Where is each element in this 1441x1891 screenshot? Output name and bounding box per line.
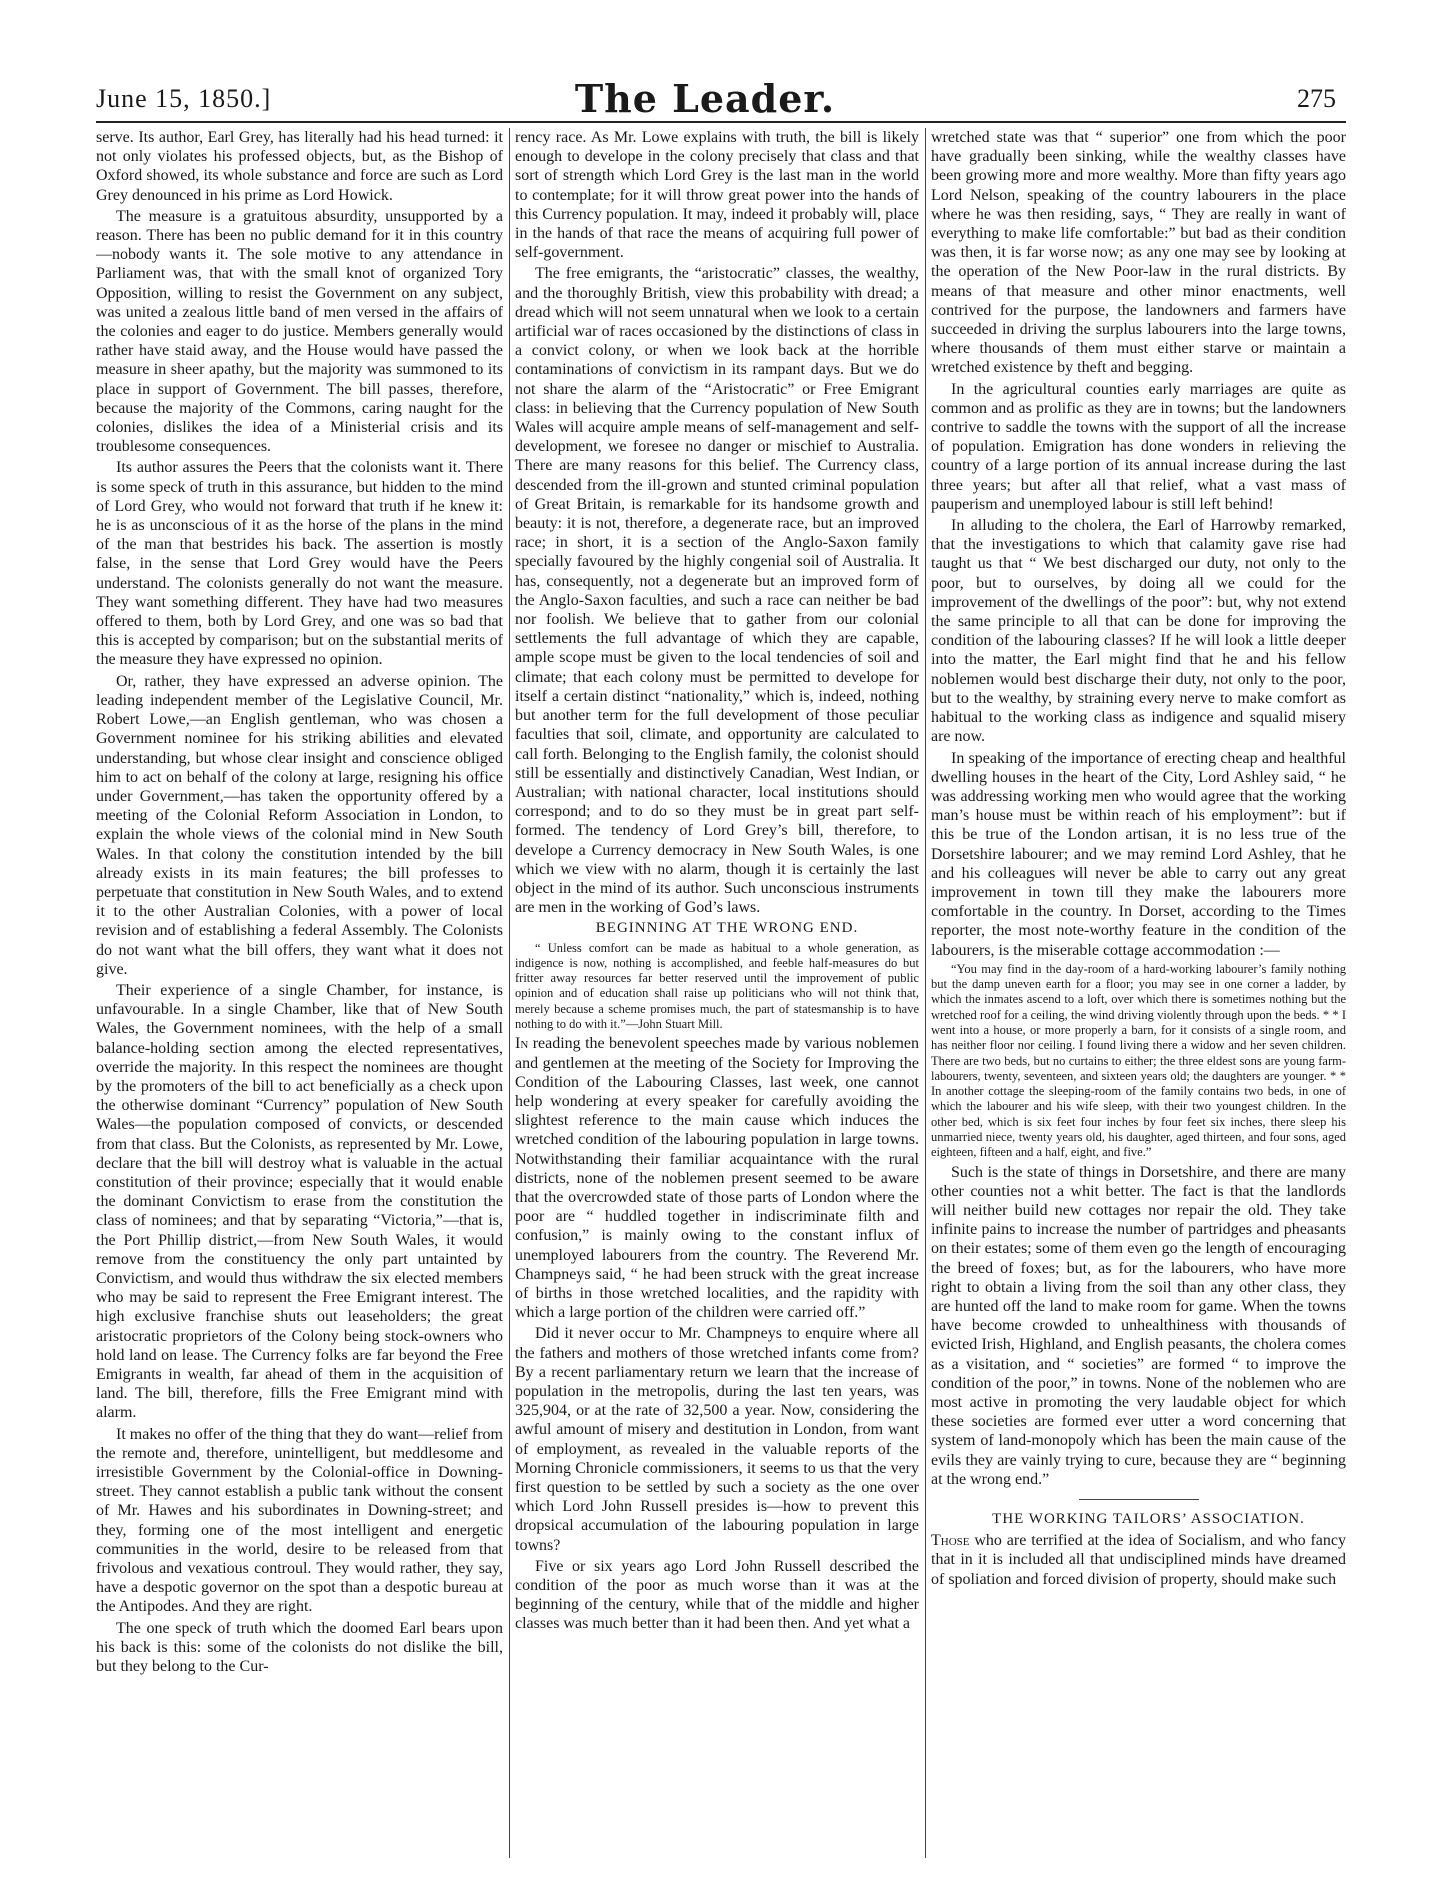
paragraph: Their experience of a single Chamber, for instance, is unfavourable. In a single Chamber, like that of New South Wales, the Government nominees, with the help of a small balance-holding section among the elected representatives, override the majority. In this respect the nominees are thought by the promoters of the bill to act beneficially as a check upon the otherwise dominant “Currency” population of New South Wales—the population composed of convicts, or descended from that class. But the Colonists, as represented by Mr. Lowe, declare that the bill will destroy what is valuable in the actual constitution of their province; especially that it would enable the dominant Convictism to erase from the constitution the class of nominees; and that by separating “Victoria,”—that is, the Port Phillip district,—from New South Wales, it would remove from the constituency the only part untainted by Convictism, and would thus withdraw the six elected members who may be said to represent the Free Emigrant interest. The high exclusive franchise shuts out leaseholders; the great aristocratic proprietors of the Colony being stock-owners who hold land on lease. The Currency folks are far beyond the Free Emigrants in wealth, far ahead of them in the acquisition of land. The bill, therefore, fills the Free Emigrant mind with alarm. [96,981,503,1422]
paragraph: Its author assures the Peers that the colonists want it. There is some speck of truth in this assurance, but hidden to the mind of Lord Grey, who would not forward that truth if he knew it: he is as unconscious of it as the horse of the plans in the mind of the man that bestrides his back. The assertion is mostly false, in the sense that Lord Grey would have the Peers understand. The colonists generally do not want the measure. They want something different. They have had two measures offered to them, both by Lord Grey, and one was so bad that this is accepted by comparison; but on the substantial merits of the measure they have expressed no opinion. [96,459,503,669]
paragraph: Five or six years ago Lord John Russell described the condition of the poor as much worse than it was at the beginning of the century, while that of the middle and higher classes was much better than it had been then. And yet what a [515,1557,919,1633]
paragraph [515,1034,919,1322]
header-rule [96,121,1346,123]
column-2 [515,128,919,1858]
paragraph: wretched state was that “ superior” one from which the poor have gradually been sinking, while the wealthy classes have been growing more and more wealthy. More than fifty years ago Lord Nelson, speaking of the country labourers in the place where he was then residing, says, “ They are really in want of everything to make life comfortable:” but bad as their condition was then, it is far worse now; as any one may see by looking at the operation of the New Poor-law in the rural districts. By means of that measure and other minor enactments, well contrived for the purpose, the landowners and farmers have succeeded in driving the surplus labourers into the large towns, where thousands of them must either starve or maintain a wretched existence by theft and begging. [931,129,1346,377]
paragraph-text: who are terrified at the idea of Socialism, and who fancy that in it is included all that undisciplined minds have dreamed of spoliation and forced division of property, should make such [931,1532,1346,1588]
paragraph: The measure is a gratuitous absurdity, unsupported by a reason. There has been no public demand for it in this country—nobody wants it. The sole motive to any attendance in Parliament was, that with the small knot of organized Tory Opposition, willing to resist the Government on any subject, was united a zealous little band of men versed in the affairs of the colonies and eager to do justice. Members generally would rather have staid away, and the House would have passed the measure in sheer apathy, but the majority was summoned to its place in support of Government. The bill passes, therefore, because the majority of the Commons, caring naught for the colonies, dislikes the idea of a Ministerial crisis and its troublesome consequences. [96,207,503,456]
column-divider-2 [925,128,926,1858]
column-1 [96,128,503,1858]
section-title-wrong-end: BEGINNING AT THE WRONG END. [595,920,859,937]
paragraph: serve. Its author, Earl Grey, has literally had his head turned: it not only violates his professed objects, but, as the Bishop of Oxford showed, its whole substance and force are such as Lord Grey denounced in his prime as Lord Howick. [96,129,503,204]
paragraph: Or, rather, they have expressed an adverse opinion. The leading independent member of the Legislative Council, Mr. Robert Lowe,—an English gentleman, who was chosen a Government nominee for his striking abilities and elevated understanding, but whose clear insight and conscience obliged him to act on behalf of the colony at large, resigning his office under Government,—has taken the opportunity offered by a meeting of the Colonial Reform Association in London, to explain the whole views of the colonial mind in New South Wales. In that colony the constitution intended by the bill already exists in its main features; the bill professes to perpetuate that constitution in New South Wales, and to extend it to the other Australian Colonies, with a power of local revision and of establishing a federal Assembly. The Colonists do not want what the bill offers, they want what it does not give. [96,672,503,978]
column-divider-1 [509,128,510,1858]
page-number: 275 [1297,84,1336,113]
paragraph-text: reading the benevolent speeches made by various noblemen and gentlemen at the meeting of the Society for Improving the Condition of the Labouring Classes, last week, one cannot help wondering at every speaker for carefully avoiding the slightest reference to the main cause which induces the wretched condition of the labouring population in large towns. Notwithstanding their familiar acquaintance with the rural districts, none of the noblemen present seemed to be aware that the overcrowded state of those parts of London where the poor are “ huddled together in indiscriminate filth and confusion,” is mainly owing to the constant influx of unemployed labourers from the country. The Reverend Mr. Champneys said, “ he had been struck with the great increase of births in those wretched localities, and the rapidity with which a large portion of the children were carried off.” [515,1035,919,1322]
paragraph: In speaking of the importance of erecting cheap and healthful dwelling houses in the heart of the City, Lord Ashley said, “ he was addressing working men who would agree that the working man’s house must be within reach of his employment”: but if this be true of the London artisan, it is no less true of the Dorsetshire labourer; and we may remind Lord Ashley, that he and his colleagues will never be able to carry out any great improvement in town till they make the labourers more comfortable in the country. In Dorset, according to the Times reporter, the most note-worthy feature in the condition of the labourers, is the miserable cottage accommodation :— [931,749,1346,959]
paragraph: The one speck of truth which the doomed Earl bears upon his back is this: some of the colonists do not dislike the bill, but they belong to the Cur- [96,1619,503,1676]
section-title-tailors: THE WORKING TAILORS’ ASSOCIATION. [992,1511,1305,1528]
block-quote: “You may find in the day-room of a hard-working labourer’s family nothing but the damp uneven earth for a floor; you may see in one corner a ladder, by which the inmates ascend to a loft, over which there is sometimes nothing but the wretched roof for a ceiling, the wind driving violently through upon the beds. * * I went into a house, or more properly a barn, for it consists of a single room, and has neither floor nor ceiling. I found living there a widow and her seven children. There are two beds, but no curtains to either; the three eldest sons are young farm-labourers, twenty, seventeen, and sixteen years old; the daughters are younger. * * In another cottage the sleeping-room of the family contains two beds, in one of which the labourer and his wife sleep, with their two youngest children. In the other bed, which is six feet four inches by four feet six inches, there sleep his unmarried niece, twenty years old, his daughter, aged thirteen, and four sons, aged eighteen, fifteen and a half, eight, and five.” [931,961,1346,1160]
lead-word: In [515,1035,529,1053]
paragraph [931,1531,1346,1589]
masthead-title: The Leader. [574,76,836,121]
issue-date: June 15, 1850.] [96,84,272,113]
paragraph: In the agricultural counties early marriages are quite as common and as prolific as they are in towns; but the landowners contrive to saddle the towns with the support of all the increase of population. Emigration has done wonders in relieving the country of a large portion of its annual increase during the last three years; but after all that relief, what a vast mass of pauperism and unemployed labour is still left behind! [931,380,1346,513]
paragraph: It makes no offer of the thing that they do want—relief from the remote and, therefore, unintelligent, but meddlesome and irresistible Government by the Colonial-office in Downing-street. They cannot establish a public tank without the consent of Mr. Hawes and his subordinates in Downing-street; and they, forming one of the most intelligent and energetic communities in the world, desire to be released from that frivolous and vexatious controul. They would rather, they say, have a despotic governor on the spot than a despotic bureau at the Antipodes. And they are right. [96,1425,503,1616]
column-3 [931,128,1346,1858]
paragraph: Such is the state of things in Dorsetshire, and there are many other counties not a whit better. The fact is that the landlords will neither build new cottages nor repair the old. They take infinite pains to increase the number of partridges and pheasants on their estates; some of them even go the length of encouraging the breed of foxes; but, as for the labourers, who have more right to obtain a living from the soil than any other class, they are hunted off the land to make room for game. When the towns have become crowded to unhealthiness with thousands of evicted Irish, Highland, and English peasants, the cholera comes as a visitation, and “ societies” are formed “ to improve the condition of the poor,” in towns. None of the noblemen who are most active in promoting the very laudable object for which these societies are formed ever utter a word concerning that system of land-monopoly which has been the main cause of the evils they are vainly trying to cure, because they are “ beginning at the wrong end.” [931,1163,1346,1488]
lead-word: Those [931,1532,970,1550]
section-rule [1079,1499,1199,1500]
paragraph: Did it never occur to Mr. Champneys to enquire where all the fathers and mothers of those wretched infants come from? By a recent parliamentary return we learn that the increase of population in the metropolis, during the last ten years, was 325,904, or at the rate of 32,500 a year. Now, considering the awful amount of misery and destitution in London, from want of employment, as revealed in the valuable reports of the Morning Chronicle commissioners, it seems to us that the very first question to be settled by such a society as the one over which Lord John Russell presides is—how to prevent this dropsical accumulation of the labouring population in large towns? [515,1325,919,1554]
paragraph: rency race. As Mr. Lowe explains with truth, the bill is likely enough to develope in the colony precisely that class and that sort of strength which Lord Grey is the last man in the world to contemplate; for it will throw great power into the hands of this Currency population. It may, indeed it probably will, place in the hands of that race the means of acquiring full power of self-government. [515,129,919,262]
paragraph: The free emigrants, the “aristocratic” classes, the wealthy, and the thoroughly British, view this probability with dread; a dread which will not seem unnatural when we look to a certain artificial war of races occasioned by the distinctions of class in a convict colony, or when we look back at the horrible contaminations of convictism in its rampant days. But we do not share the alarm of the “Aristocratic” or Free Emigrant class: in believing that the Currency population of New South Wales will acquire ample means of self-management and self-development, we foresee no danger or mischief to Australia. There are many reasons for this belief. The Currency class, descended from the ill-grown and stunted criminal population of Great Britain, is remarkable for its handsome growth and beauty: it is not, therefore, a degenerate race, but an improved race; in short, it is a section of the Anglo-Saxon family specially favoured by the highly congenial soil of Australia. It has, consequently, not a degenerate but an improved form of the Anglo-Saxon faculties, and such a race can neither be bad nor foolish. We believe that to gather from our colonial settlements the full advantage of which they are capable, ample scope must be given to the local tendencies of soil and climate; that each colony must be permitted to develope for itself a certain distinct “nationality,” which is, indeed, nothing but another term for the full development of those peculiar faculties that soil, climate, and opportunity are calculated to call forth. Belonging to the English family, the colonist should still be essentially and distinctively Canadian, West Indian, or Australian; with national character, local institutions should correspond; and to do so they must be in great part self-formed. The tendency of Lord Grey’s bill, therefore, to develope a Currency democracy in New South Wales, is one which we view with no alarm, though it is certainly the last object in the mind of its author. Such unconscious instruments are men in the working of God’s laws. [515,265,919,917]
epigraph-quote: “ Unless comfort can be made as habitual to a whole generation, as indigence is now, nothing is accomplished, and feeble half-measures do but fritter away resources far better reserved until the improvement of public opinion and of education shall raise up politicians who will not think that, merely because a scheme promises much, the part of statesmanship is to have nothing to do with it.”—John Stuart Mill. [515,940,919,1032]
paragraph: In alluding to the cholera, the Earl of Harrowby remarked, that the investigations to which that calamity gave rise had taught us that “ We best discharged our duty, not only to the poor, but to ourselves, by doing all we could for the improvement of the dwellings of the poor”: but, why not extend the same principle to all that can be done for improving the condition of the labouring classes? If he will look a little deeper into the matter, the Earl might find that he and his fellow noblemen would best discharge their duty, not only to the poor, but to the wealthy, by straining every nerve to make comfort as habitual to the working class as indigence and squalid misery are now. [931,517,1346,746]
